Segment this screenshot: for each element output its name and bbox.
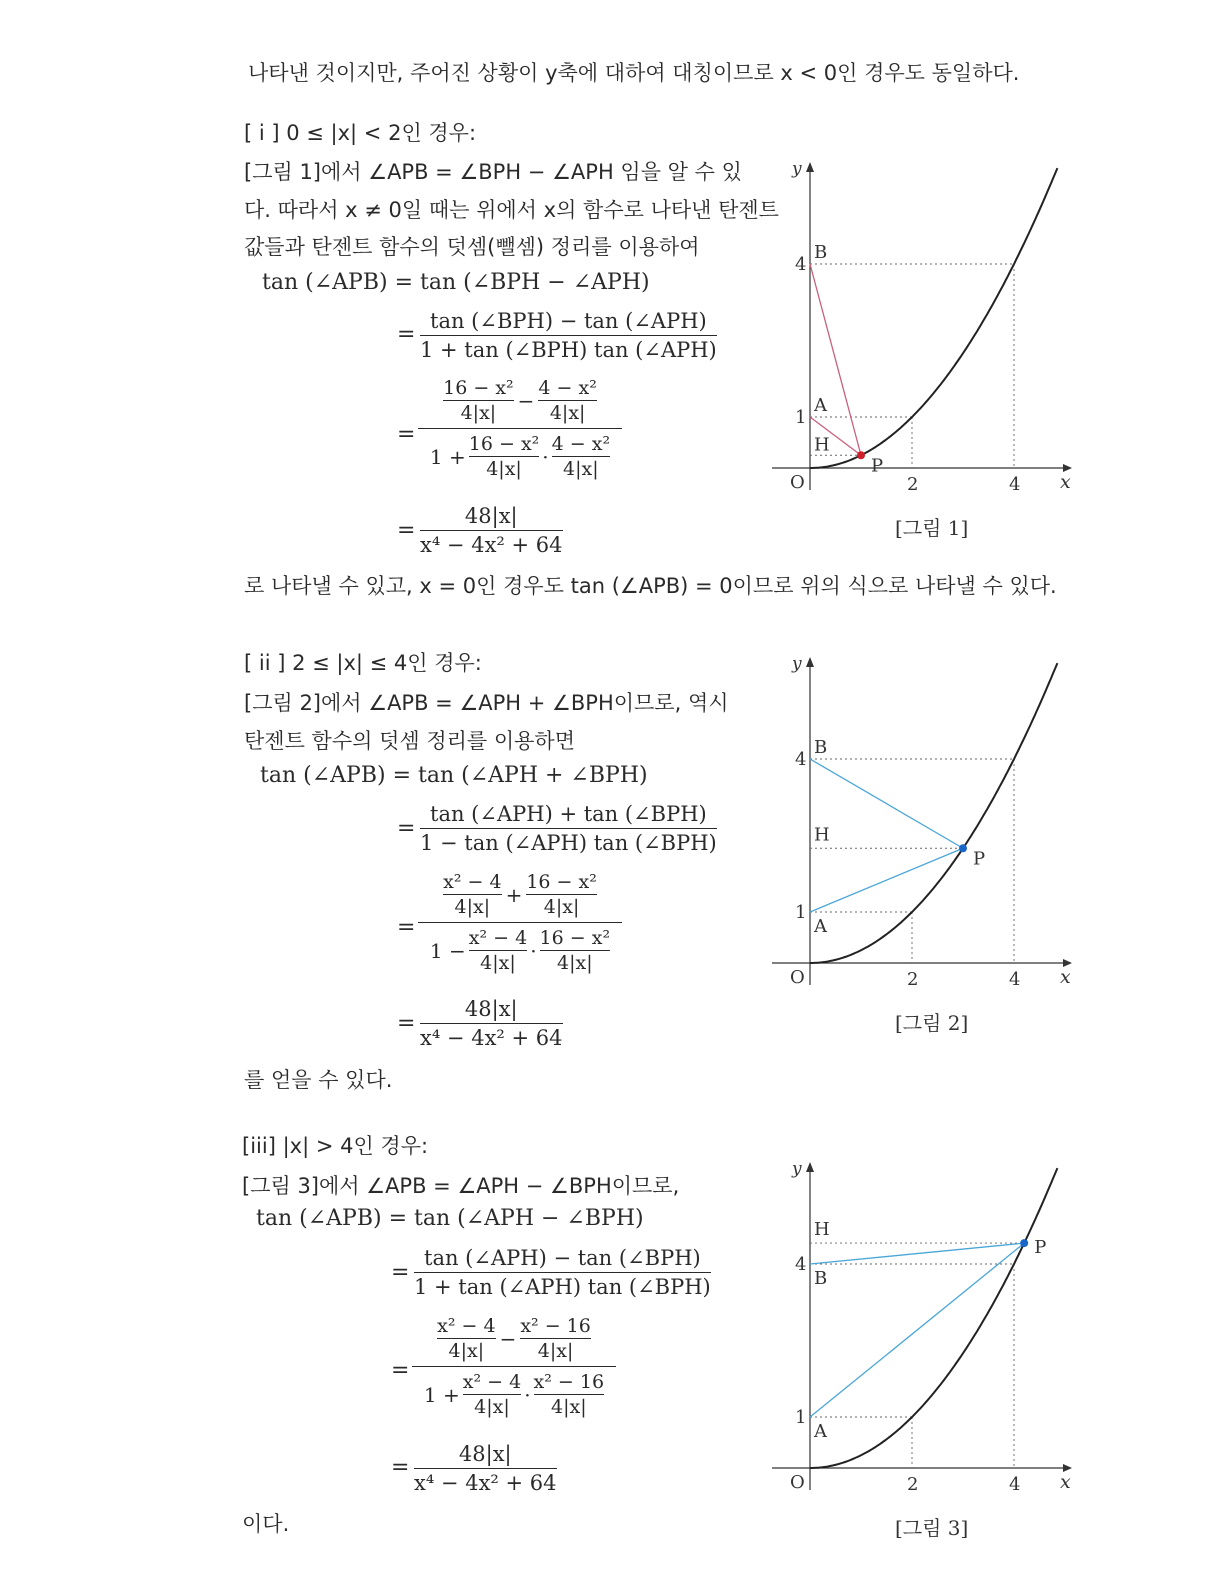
case1-conclusion: 로 나타낼 수 있고, x = 0인 경우도 tan (∠APB) = 0이므로 위의 식으로 나타낼 수 있다.	[244, 574, 1057, 598]
case2-fraction-3-numerator: 48|x|	[464, 997, 518, 1021]
case1-fraction-1-denominator: 1 + tan (∠BPH) tan (∠APH)	[420, 338, 717, 362]
figure-caption: [그림 3]	[895, 1516, 969, 1540]
point-p	[1020, 1239, 1028, 1247]
case3-subfraction-b	[520, 1314, 591, 1363]
case1-text-line-2: 다. 따라서 x ≠ 0일 때는 위에서 x의 함수로 나타낸 탄젠트	[244, 198, 779, 222]
case1-fraction-2	[418, 376, 622, 481]
case1-text-line-3: 값들과 탄젠트 함수의 덧셈(뺄셈) 정리를 이용하여	[244, 235, 700, 259]
subfraction-numerator: x² − 4	[437, 1315, 496, 1337]
origin-label: O	[790, 967, 805, 988]
y-axis-arrow	[806, 162, 814, 172]
case1-fraction-2-numerator	[443, 376, 597, 425]
case1-subfraction-b	[538, 376, 596, 425]
case1-heading: [ i ] 0 ≤ |x| < 2인 경우:	[244, 121, 477, 145]
case1-fraction-1	[420, 307, 717, 364]
case2-fraction-1-numerator: tan (∠APH) + tan (∠BPH)	[430, 802, 707, 826]
case2-fraction-1	[420, 800, 717, 857]
subfraction-numerator: 16 − x²	[539, 927, 611, 949]
point-p	[857, 451, 865, 459]
case3-text-line-1: [그림 3]에서 ∠APB = ∠APH − ∠BPH이므로,	[242, 1174, 680, 1198]
case3-eq-sign-3: =	[391, 1455, 410, 1480]
x-tick-label-2: 2	[907, 474, 919, 495]
subfraction-denominator: 4|x|	[537, 1340, 574, 1362]
multiply-dot: ·	[542, 444, 549, 469]
case3-fraction-1	[414, 1244, 711, 1301]
case3-fraction-1-numerator: tan (∠APH) − tan (∠BPH)	[424, 1246, 701, 1270]
y-axis-arrow	[806, 1162, 814, 1172]
case2-fraction-2-numerator	[443, 870, 597, 919]
operator: −	[499, 1326, 517, 1351]
case2-fraction-3-denominator: x⁴ − 4x² + 64	[420, 1026, 563, 1050]
case1-eq-sign-3: =	[397, 518, 416, 543]
subfraction-denominator: 4|x|	[460, 402, 497, 424]
x-axis-label: x	[1060, 471, 1071, 493]
case3-subfraction-d	[534, 1370, 605, 1419]
subfraction-denominator: 4|x|	[448, 1340, 485, 1362]
case2-subfraction-b	[526, 870, 597, 919]
case3-fraction-2-numerator	[437, 1314, 591, 1363]
subfraction-numerator: x² − 4	[468, 927, 528, 949]
x-axis-label: x	[1060, 966, 1071, 988]
segment-pb	[810, 264, 861, 455]
case2-eq-sign-1: =	[397, 816, 416, 841]
case2-text-line-2: 탄젠트 함수의 덧셈 정리를 이용하면	[244, 729, 575, 753]
subfraction-denominator: 4|x|	[474, 1396, 510, 1418]
case3-fraction-3-numerator: 48|x|	[458, 1442, 512, 1466]
fraction-bar	[412, 1366, 616, 1367]
point-b-label: B	[814, 242, 828, 263]
y-axis-label: y	[792, 654, 802, 674]
subfraction-denominator: 4|x|	[480, 952, 516, 974]
segment-pb	[810, 1243, 1024, 1264]
case2-fraction-2-denominator	[430, 926, 610, 975]
case1-fraction-3-denominator: x⁴ − 4x² + 64	[420, 533, 563, 557]
origin-label: O	[790, 1472, 805, 1493]
case3-subfraction-c	[463, 1370, 521, 1419]
case1-subfraction-a	[443, 376, 514, 425]
parabola-curve	[810, 1168, 1057, 1468]
subfraction-numerator: x² − 16	[520, 1315, 591, 1337]
y-tick-label-1: 1	[795, 1407, 807, 1428]
subfraction-numerator: x² − 16	[533, 1371, 605, 1393]
case3-subfraction-a	[437, 1314, 495, 1363]
point-b-label: B	[814, 737, 828, 758]
y-axis-label: y	[792, 159, 802, 179]
point-h-label: H	[814, 434, 830, 456]
case2-subfraction-d	[540, 926, 611, 975]
subfraction-denominator: 4|x|	[454, 896, 491, 918]
subfraction-numerator: x² − 4	[443, 871, 502, 893]
denominator-prefix: 1 +	[429, 444, 466, 469]
y-axis-arrow	[806, 657, 814, 667]
y-tick-label-4: 4	[795, 1254, 807, 1275]
subfraction-numerator: x² − 4	[462, 1371, 522, 1393]
fraction-bar	[418, 428, 622, 429]
figure-caption: [그림 1]	[895, 516, 969, 540]
parabola-curve	[810, 168, 1057, 468]
case2-heading: [ ii ] 2 ≤ |x| ≤ 4인 경우:	[244, 651, 482, 675]
subfraction-numerator: 4 − x²	[551, 433, 611, 455]
multiply-dot: ·	[524, 1382, 531, 1407]
figure-3	[760, 1150, 1090, 1550]
case2-fraction-2	[418, 870, 622, 975]
point-a-label: A	[814, 395, 827, 416]
origin-label: O	[790, 472, 805, 493]
denominator-prefix: 1 −	[429, 938, 466, 963]
figure-caption: [그림 2]	[895, 1011, 969, 1035]
case2-fraction-3	[420, 995, 563, 1052]
case3-fraction-2-denominator	[424, 1370, 604, 1419]
case2-equation-line-1: tan (∠APB) = tan (∠APH + ∠BPH)	[260, 763, 648, 788]
point-h-label: H	[814, 824, 830, 846]
case3-fraction-3	[414, 1440, 557, 1497]
case1-subfraction-c	[469, 432, 540, 481]
case3-fraction-1-denominator: 1 + tan (∠APH) tan (∠BPH)	[414, 1275, 711, 1299]
case3-fraction-3-denominator: x⁴ − 4x² + 64	[414, 1471, 557, 1495]
case1-text-line-1: [그림 1]에서 ∠APB = ∠BPH − ∠APH 임을 알 수 있	[244, 160, 742, 184]
case2-subfraction-c	[469, 926, 527, 975]
subfraction-denominator: 4|x|	[557, 952, 593, 974]
case1-fraction-1-numerator: tan (∠BPH) − tan (∠APH)	[430, 309, 707, 333]
subfraction-denominator: 4|x|	[549, 402, 586, 424]
point-p-label: P	[871, 455, 884, 477]
y-tick-label-1: 1	[795, 407, 807, 428]
point-p-label: P	[1034, 1237, 1047, 1259]
subfraction-numerator: 16 − x²	[526, 871, 597, 893]
subfraction-numerator: 16 − x²	[468, 433, 540, 455]
y-tick-label-4: 4	[795, 749, 807, 770]
multiply-dot: ·	[530, 938, 537, 963]
point-p-label: P	[973, 848, 986, 870]
subfraction-denominator: 4|x|	[543, 896, 580, 918]
parabola-curve	[810, 663, 1057, 963]
case2-fraction-1-denominator: 1 − tan (∠APH) tan (∠BPH)	[420, 831, 717, 855]
intro-line: 나타낸 것이지만, 주어진 상황이 y축에 대하여 대칭이므로 x < 0인 경우도 동일하다.	[248, 61, 1020, 85]
x-tick-label-2: 2	[907, 969, 919, 990]
point-h-label: H	[814, 1219, 830, 1241]
subfraction-numerator: 16 − x²	[443, 377, 514, 399]
case2-text-line-1: [그림 2]에서 ∠APB = ∠APH + ∠BPH이므로, 역시	[244, 691, 729, 715]
subfraction-denominator: 4|x|	[486, 458, 522, 480]
case3-fraction-2	[412, 1314, 616, 1419]
case2-eq-sign-2: =	[397, 915, 416, 940]
x-tick-label-4: 4	[1009, 474, 1021, 495]
operator: −	[517, 388, 535, 413]
segment-pb	[810, 759, 963, 848]
point-a-label: A	[814, 1421, 827, 1442]
figure-1	[760, 150, 1090, 550]
case1-subfraction-d	[552, 432, 610, 481]
subfraction-numerator: 4 − x²	[538, 377, 597, 399]
y-tick-label-4: 4	[795, 254, 807, 275]
case1-eq-sign-2: =	[397, 422, 416, 447]
denominator-prefix: 1 +	[423, 1382, 460, 1407]
case1-equation-line-1: tan (∠APB) = tan (∠BPH − ∠APH)	[262, 270, 650, 295]
case3-eq-sign-1: =	[391, 1260, 410, 1285]
x-tick-label-4: 4	[1009, 969, 1021, 990]
case1-fraction-2-denominator	[430, 432, 610, 481]
segment-pa	[810, 1243, 1024, 1417]
point-b-label: B	[814, 1268, 828, 1289]
point-p	[959, 844, 967, 852]
figure-2	[760, 645, 1090, 1045]
fraction-bar	[418, 922, 622, 923]
x-tick-label-2: 2	[907, 1474, 919, 1495]
y-axis-label: y	[792, 1159, 802, 1179]
case3-heading: [iii] |x| > 4인 경우:	[242, 1134, 429, 1158]
case2-subfraction-a	[443, 870, 501, 919]
case3-conclusion: 이다.	[242, 1512, 290, 1536]
case2-conclusion: 를 얻을 수 있다.	[244, 1068, 393, 1092]
case1-fraction-3-numerator: 48|x|	[464, 504, 518, 528]
case2-eq-sign-3: =	[397, 1011, 416, 1036]
point-a-label: A	[814, 916, 827, 937]
x-tick-label-4: 4	[1009, 1474, 1021, 1495]
case3-eq-sign-2: =	[391, 1358, 410, 1383]
y-tick-label-1: 1	[795, 902, 807, 923]
x-axis-label: x	[1060, 1471, 1071, 1493]
subfraction-denominator: 4|x|	[563, 458, 599, 480]
case1-fraction-3	[420, 502, 563, 559]
case3-equation-line-1: tan (∠APB) = tan (∠APH − ∠BPH)	[256, 1206, 644, 1231]
subfraction-denominator: 4|x|	[551, 1396, 587, 1418]
case1-eq-sign-1: =	[397, 322, 416, 347]
operator: +	[505, 882, 523, 907]
